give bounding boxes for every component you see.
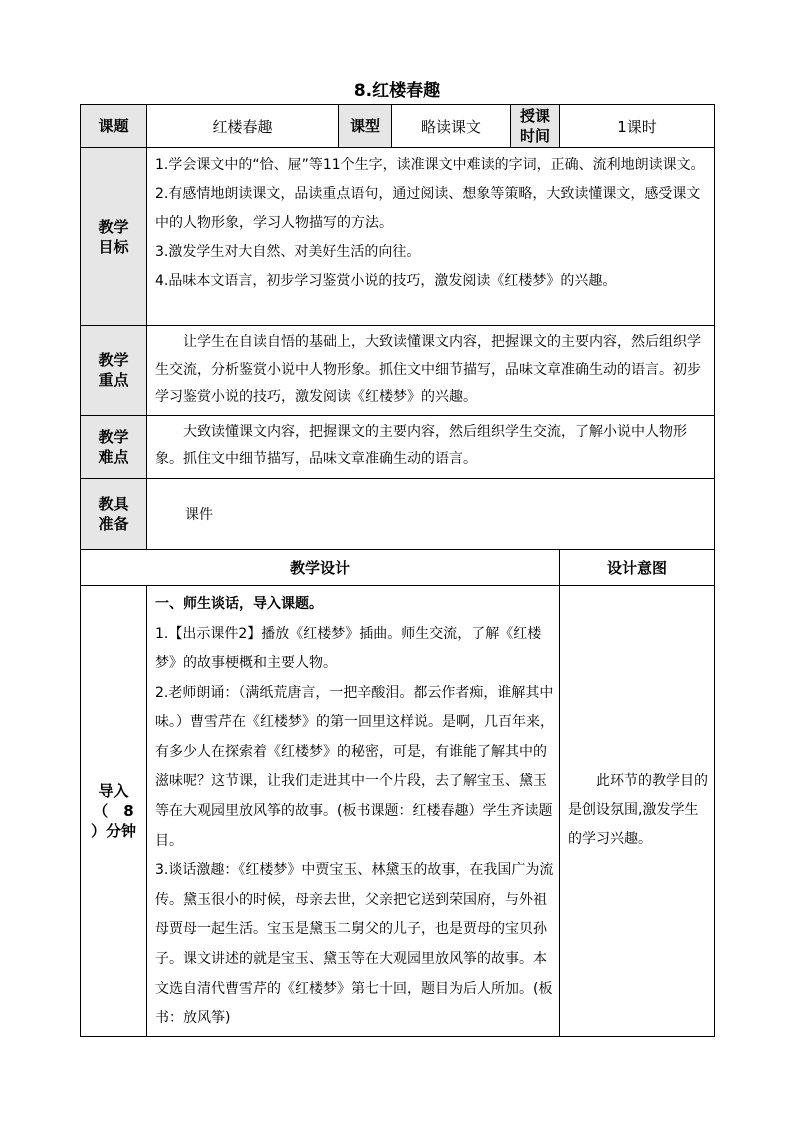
- stage-label-line-1: 导入: [98, 781, 129, 800]
- goal-item: 2.有感情地朗读课文，品读重点语句，通过阅读、想象等策略，大致读懂课文，感受课文中的人物形象，学习人物描写的方法。: [155, 186, 701, 231]
- intent-header: 设计意图: [560, 549, 715, 585]
- keti-label: 课题: [81, 105, 147, 148]
- stage-label: [81, 585, 147, 1036]
- design-step: 1.【出示课件2】播放《红楼梦》插曲。师生交流，了解《红楼梦》的故事梗概和主要人物。: [155, 625, 542, 672]
- time-label-line-2: 时间: [519, 127, 550, 145]
- header-row: [81, 105, 715, 148]
- design-header: 教学设计: [81, 549, 560, 585]
- time-value: 1课时: [560, 105, 715, 148]
- tools-label-line-2: 准备: [98, 514, 129, 533]
- difficulties-label: [81, 415, 147, 478]
- design-row: [81, 585, 715, 1036]
- lesson-plan-table: [80, 104, 715, 1037]
- design-header-row: [81, 549, 715, 585]
- time-label-line-1: 授课: [519, 107, 550, 125]
- tools-content: 课件: [147, 478, 715, 549]
- design-content: [147, 585, 560, 1036]
- intent-content: 此环节的教学目的是创设氛围,激发学生的学习兴趣。: [560, 585, 715, 1036]
- goal-item: 4.品味本文语言，初步学习鉴赏小说的技巧，激发阅读《红楼梦》的兴趣。: [155, 273, 617, 289]
- goal-item: 3.激发学生对大自然、对美好生活的向往。: [155, 244, 421, 260]
- design-step: 3.谈话激趣：《红楼梦》中贾宝玉、林黛玉的故事，在我国广为流传。黛玉很小的时候，母亲去世，父亲把它送到荣国府，与外祖母贾母一起生活。宝玉是黛玉二舅父的儿子，也是贾母的宝贝孙子。课文讲述的就是宝玉、黛玉等在大观园里放风筝的故事。本文选自清代曹雪芹的《红楼梦》第七十回，题目为后人所加。(板书：放风筝): [155, 862, 554, 1027]
- kexing-value: 略读课文: [392, 105, 511, 148]
- key-points-row: [81, 326, 715, 416]
- key-points-label-line-1: 教学: [98, 351, 129, 370]
- tools-row: [81, 478, 715, 549]
- difficulties-label-line-1: 教学: [98, 427, 129, 446]
- kexing-label: 课型: [339, 105, 392, 148]
- time-label: [511, 105, 560, 148]
- goals-row: [81, 148, 715, 326]
- page-title: 8.红楼春趣: [353, 81, 441, 101]
- key-points-content: 让学生在自读自悟的基础上，大致读懂课文内容，把握课文的主要内容，然后组织学生交流，分析鉴赏小说中人物形象。抓住文中细节描写，品味文章准确生动的语言。初步学习鉴赏小说的技巧，激发阅读《红楼梦》的兴趣。: [147, 326, 715, 416]
- key-points-label: [81, 326, 147, 416]
- tools-label-line-1: 教具: [98, 494, 129, 513]
- key-points-label-line-2: 重点: [98, 371, 129, 390]
- goals-label-line-1: 教学: [98, 217, 129, 236]
- goals-label: [81, 148, 147, 326]
- difficulties-content: 大致读懂课文内容，把握课文的主要内容，然后组织学生交流，了解小说中人物形象。抓住文中细节描写，品味文章准确生动的语言。: [147, 415, 715, 478]
- goals-label-line-2: 目标: [98, 237, 129, 256]
- goal-item: 1.学会课文中的“恰、屉”等11个生字，读准课文中难读的字词，正确、流利地朗读课文。: [155, 157, 705, 173]
- stage-label-line-2: （ 8: [93, 801, 134, 820]
- section-title: 一、师生谈话，导入课题。: [155, 595, 323, 612]
- design-step: 2.老师朗诵：（满纸荒唐言，一把辛酸泪。都云作者痴，谁解其中味。）曹雪芹在《红楼梦》的第一回里这样说。是啊，几百年来，有多少人在探索着《红楼梦》的秘密，可是，有谁能了解其中的滋味呢？这节课，让我们走进其中一个片段，去了解宝玉、黛玉等在大观园里放风筝的故事。(板书课题：红楼春趣）学生齐读题目。: [155, 684, 554, 849]
- difficulties-label-line-2: 难点: [98, 447, 129, 466]
- difficulties-row: [81, 415, 715, 478]
- keti-value: 红楼春趣: [147, 105, 339, 148]
- goals-content: [147, 148, 715, 326]
- stage-label-line-3: ）分钟: [90, 821, 136, 840]
- tools-label: [81, 478, 147, 549]
